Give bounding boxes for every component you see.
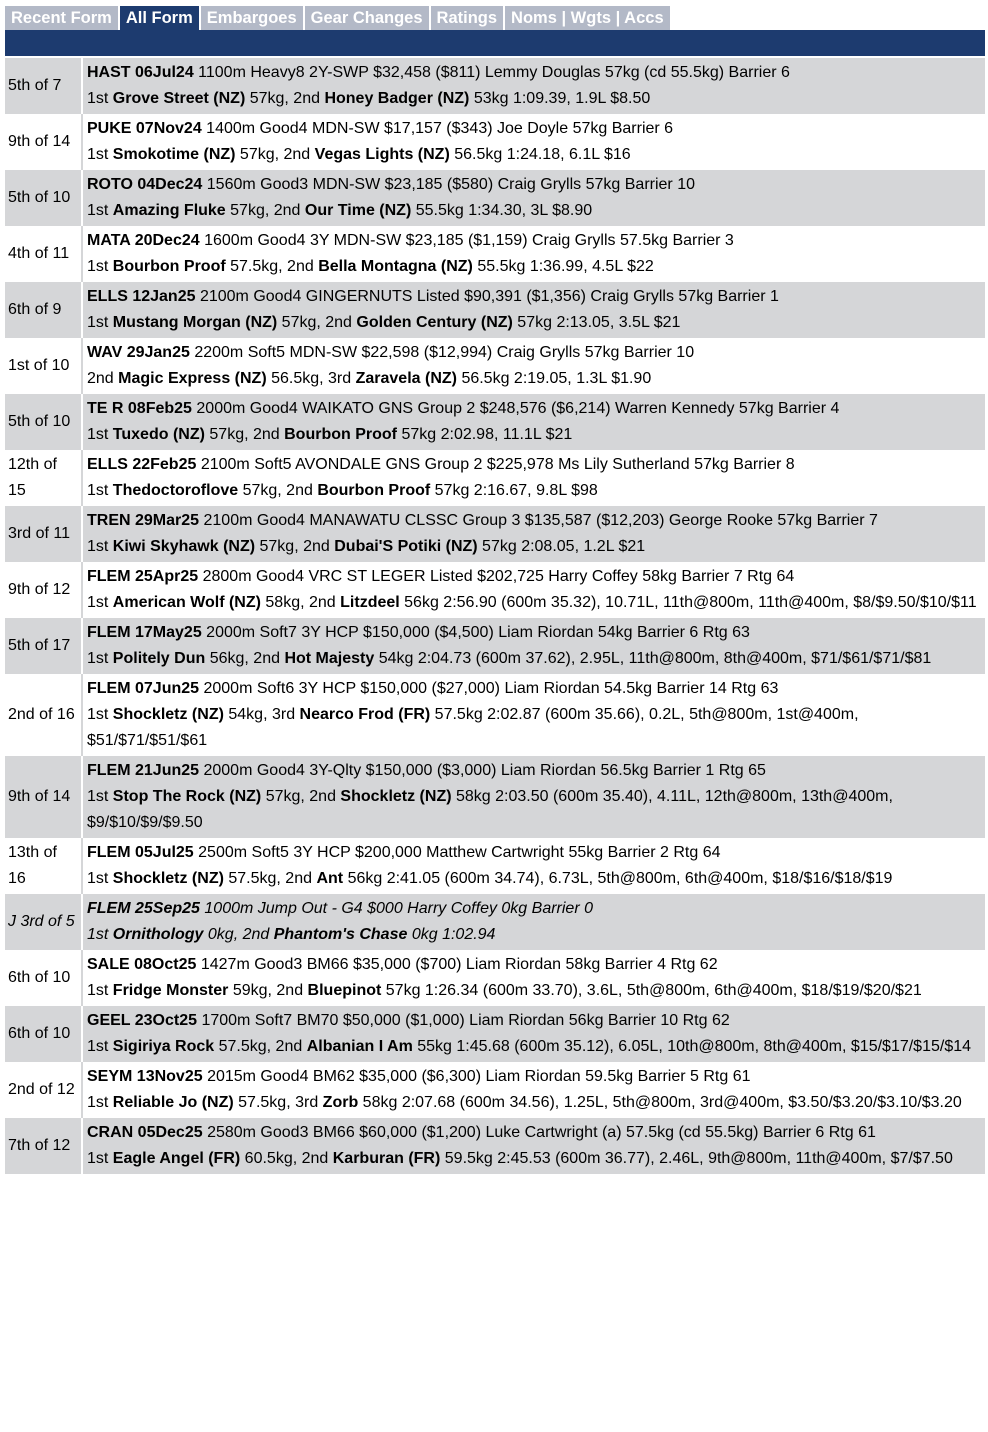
finish-position: 6th of 10 — [5, 950, 82, 1006]
finish-position: 2nd of 16 — [5, 674, 82, 756]
finish-position: 6th of 9 — [5, 282, 82, 338]
second-horse: Zaravela (NZ) — [355, 370, 457, 387]
second-horse: Karburan (FR) — [332, 1150, 441, 1167]
first-weight: 57kg, 2nd — [281, 314, 352, 331]
winner-place: 2nd — [87, 370, 114, 387]
finish-position: 4th of 11 — [5, 226, 82, 282]
form-tab-bar — [0, 0, 988, 30]
race-result: 0kg 1:02.94 — [411, 926, 496, 943]
form-row — [5, 394, 985, 450]
first-weight: 60.5kg, 2nd — [244, 1150, 329, 1167]
second-horse: Phantom's Chase — [273, 926, 408, 943]
race-details — [82, 58, 985, 114]
winner-place: 1st — [87, 202, 109, 219]
race-meeting: TE R 08Feb25 — [87, 400, 192, 417]
race-meeting: WAV 29Jan25 — [87, 344, 190, 361]
second-horse: Vegas Lights (NZ) — [314, 146, 450, 163]
race-info: 1600m Good4 3Y MDN-SW $23,185 ($1,159) Craig Grylls 57.5kg Barrier 3 — [204, 232, 734, 249]
race-details — [82, 756, 985, 838]
header-bar — [5, 30, 985, 58]
race-info: 2015m Good4 BM62 $35,000 ($6,300) Liam Riordan 59.5kg Barrier 5 Rtg 61 — [207, 1068, 751, 1085]
winner-place: 1st — [87, 594, 109, 611]
race-info: 2000m Good4 3Y-Qlty $150,000 ($3,000) Liam Riordan 56.5kg Barrier 1 Rtg 65 — [203, 762, 766, 779]
race-result: 55.5kg 1:36.99, 4.5L $22 — [477, 258, 654, 275]
finish-position: J 3rd of 5 — [5, 894, 82, 950]
race-details — [82, 1062, 985, 1118]
winner-place: 1st — [87, 426, 109, 443]
first-horse: Smokotime (NZ) — [112, 146, 236, 163]
finish-position: 7th of 12 — [5, 1118, 82, 1174]
race-details — [82, 1006, 985, 1062]
winner-place: 1st — [87, 258, 109, 275]
tab-embargoes[interactable]: Embargoes — [201, 6, 303, 30]
form-table — [5, 58, 985, 1174]
first-horse: Eagle Angel (FR) — [112, 1150, 241, 1167]
first-horse: Politely Dun — [112, 650, 206, 667]
tab-ratings[interactable]: Ratings — [431, 6, 504, 30]
finish-position: 3rd of 11 — [5, 506, 82, 562]
race-info: 2800m Good4 VRC ST LEGER Listed $202,725 Harry Coffey 58kg Barrier 7 Rtg 64 — [202, 568, 795, 585]
race-meeting: GEEL 23Oct25 — [87, 1012, 197, 1029]
race-result: 57.5kg 2:02.87 (600m 35.66), 0.2L, 5th@800m, 1st@400m, $51/$71/$51/$61 — [87, 706, 859, 749]
finish-position: 5th of 7 — [5, 58, 82, 114]
first-weight: 56kg, 2nd — [209, 650, 280, 667]
first-weight: 57kg, 2nd — [265, 788, 336, 805]
race-details — [82, 170, 985, 226]
race-info: 1000m Jump Out - G4 $000 Harry Coffey 0kg Barrier 0 — [204, 900, 593, 917]
first-weight: 56.5kg, 3rd — [271, 370, 352, 387]
first-weight: 57.5kg, 2nd — [218, 1038, 303, 1055]
second-horse: Ant — [316, 870, 344, 887]
race-info: 2100m Soft5 AVONDALE GNS Group 2 $225,978 Ms Lily Sutherland 57kg Barrier 8 — [200, 456, 795, 473]
race-result: 57kg 1:26.34 (600m 33.70), 3.6L, 5th@800m, 6th@400m, $18/$19/$20/$21 — [385, 982, 922, 999]
race-info: 2000m Soft6 3Y HCP $150,000 ($27,000) Liam Riordan 54.5kg Barrier 14 Rtg 63 — [203, 680, 779, 697]
tab-gear-changes[interactable]: Gear Changes — [305, 6, 429, 30]
first-weight: 57kg, 2nd — [209, 426, 280, 443]
winner-place: 1st — [87, 870, 109, 887]
first-weight: 58kg, 2nd — [265, 594, 336, 611]
first-horse: Mustang Morgan (NZ) — [112, 314, 278, 331]
race-meeting: CRAN 05Dec25 — [87, 1124, 203, 1141]
form-row — [5, 756, 985, 838]
race-info: 1427m Good3 BM66 $35,000 ($700) Liam Riordan 58kg Barrier 4 Rtg 62 — [200, 956, 718, 973]
first-horse: Tuxedo (NZ) — [112, 426, 205, 443]
race-info: 2580m Good3 BM66 $60,000 ($1,200) Luke Cartwright (a) 57.5kg (cd 55.5kg) Barrier 6 Rtg 61 — [207, 1124, 876, 1141]
finish-position: 5th of 10 — [5, 170, 82, 226]
second-horse: Zorb — [322, 1094, 359, 1111]
first-weight: 57.5kg, 2nd — [228, 870, 312, 887]
winner-place: 1st — [87, 788, 109, 805]
race-meeting: PUKE 07Nov24 — [87, 120, 202, 137]
form-row — [5, 838, 985, 894]
finish-position: 9th of 14 — [5, 114, 82, 170]
first-weight: 57kg, 2nd — [259, 538, 330, 555]
race-meeting: ELLS 12Jan25 — [87, 288, 196, 305]
second-horse: Honey Badger (NZ) — [324, 90, 470, 107]
first-horse: Thedoctoroflove — [112, 482, 239, 499]
first-weight: 57.5kg, 3rd — [238, 1094, 319, 1111]
form-row — [5, 1062, 985, 1118]
race-result: 57kg 2:02.98, 11.1L $21 — [401, 426, 573, 443]
winner-place: 1st — [87, 538, 109, 555]
winner-place: 1st — [87, 314, 109, 331]
finish-position: 9th of 12 — [5, 562, 82, 618]
form-row — [5, 506, 985, 562]
race-result: 57kg 2:08.05, 1.2L $21 — [482, 538, 646, 555]
second-horse: Bourbon Proof — [284, 426, 397, 443]
race-details — [82, 950, 985, 1006]
race-info: 1400m Good4 MDN-SW $17,157 ($343) Joe Doyle 57kg Barrier 6 — [206, 120, 674, 137]
race-details — [82, 894, 985, 950]
race-meeting: FLEM 05Jul25 — [87, 844, 194, 861]
second-horse: Hot Majesty — [284, 650, 375, 667]
race-info: 1560m Good3 MDN-SW $23,185 ($580) Craig Grylls 57kg Barrier 10 — [206, 176, 695, 193]
race-details — [82, 338, 985, 394]
form-row — [5, 282, 985, 338]
race-result: 59.5kg 2:45.53 (600m 36.77), 2.46L, 9th@800m, 11th@400m, $7/$7.50 — [444, 1150, 953, 1167]
race-details — [82, 394, 985, 450]
form-row — [5, 226, 985, 282]
race-result: 56kg 2:56.90 (600m 35.32), 10.71L, 11th@800m, 11th@400m, $8/$9.50/$10/$11 — [404, 594, 977, 611]
race-details — [82, 226, 985, 282]
race-info: 1700m Soft7 BM70 $50,000 ($1,000) Liam Riordan 56kg Barrier 10 Rtg 62 — [201, 1012, 730, 1029]
race-result: 56.5kg 1:24.18, 6.1L $16 — [454, 146, 631, 163]
race-result: 55kg 1:45.68 (600m 35.12), 6.05L, 10th@800m, 8th@400m, $15/$17/$15/$14 — [417, 1038, 972, 1055]
winner-place: 1st — [87, 926, 109, 943]
race-meeting: TREN 29Mar25 — [87, 512, 200, 529]
finish-position: 1st of 10 — [5, 338, 82, 394]
second-horse: Golden Century (NZ) — [356, 314, 513, 331]
race-details — [82, 1118, 985, 1174]
form-row — [5, 618, 985, 674]
first-weight: 57.5kg, 2nd — [230, 258, 314, 275]
second-horse: Our Time (NZ) — [304, 202, 412, 219]
winner-place: 1st — [87, 146, 109, 163]
race-result: 54kg 2:04.73 (600m 37.62), 2.95L, 11th@800m, 8th@400m, $71/$61/$71/$81 — [378, 650, 932, 667]
race-details — [82, 506, 985, 562]
race-meeting: ELLS 22Feb25 — [87, 456, 197, 473]
race-result: 55.5kg 1:34.30, 3L $8.90 — [415, 202, 593, 219]
form-row — [5, 950, 985, 1006]
form-row — [5, 58, 985, 114]
race-result: 58kg 2:07.68 (600m 34.56), 1.25L, 5th@800m, 3rd@400m, $3.50/$3.20/$3.10/$3.20 — [362, 1094, 962, 1111]
tab-all-form[interactable]: All Form — [120, 6, 199, 30]
winner-place: 1st — [87, 1150, 109, 1167]
winner-place: 1st — [87, 1094, 109, 1111]
race-info: 2100m Good4 MANAWATU CLSSC Group 3 $135,587 ($12,203) George Rooke 57kg Barrier 7 — [203, 512, 878, 529]
race-info: 2000m Soft7 3Y HCP $150,000 ($4,500) Liam Riordan 54kg Barrier 6 Rtg 63 — [206, 624, 750, 641]
race-meeting: SALE 08Oct25 — [87, 956, 197, 973]
second-horse: Albanian I Am — [306, 1038, 413, 1055]
race-meeting: FLEM 07Jun25 — [87, 680, 200, 697]
race-result: 53kg 1:09.39, 1.9L $8.50 — [473, 90, 651, 107]
winner-place: 1st — [87, 706, 109, 723]
first-horse: Shockletz (NZ) — [112, 870, 224, 887]
first-horse: American Wolf (NZ) — [112, 594, 261, 611]
form-row — [5, 450, 985, 506]
race-details — [82, 838, 985, 894]
race-meeting: FLEM 25Apr25 — [87, 568, 199, 585]
winner-place: 1st — [87, 90, 109, 107]
race-details — [82, 674, 985, 756]
race-info: 2200m Soft5 MDN-SW $22,598 ($12,994) Craig Grylls 57kg Barrier 10 — [194, 344, 695, 361]
first-horse: Bourbon Proof — [112, 258, 226, 275]
first-horse: Reliable Jo (NZ) — [112, 1094, 234, 1111]
race-details — [82, 282, 985, 338]
race-result: 57kg 2:16.67, 9.8L $98 — [434, 482, 598, 499]
race-meeting: HAST 06Jul24 — [87, 64, 194, 81]
race-info: 1100m Heavy8 2Y-SWP $32,458 ($811) Lemmy Douglas 57kg (cd 55.5kg) Barrier 6 — [198, 64, 790, 81]
race-meeting: FLEM 17May25 — [87, 624, 202, 641]
second-horse: Bourbon Proof — [317, 482, 431, 499]
finish-position: 9th of 14 — [5, 756, 82, 838]
form-row — [5, 674, 985, 756]
race-result: 56.5kg 2:19.05, 1.3L $1.90 — [461, 370, 652, 387]
first-horse: Stop The Rock (NZ) — [112, 788, 262, 805]
form-row — [5, 1006, 985, 1062]
form-row — [5, 338, 985, 394]
first-weight: 57kg, 2nd — [249, 90, 320, 107]
winner-place: 1st — [87, 1038, 109, 1055]
first-weight: 57kg, 2nd — [230, 202, 301, 219]
first-weight: 59kg, 2nd — [232, 982, 304, 999]
race-info: 2100m Good4 GINGERNUTS Listed $90,391 ($1,356) Craig Grylls 57kg Barrier 1 — [199, 288, 779, 305]
race-meeting: ROTO 04Dec24 — [87, 176, 203, 193]
race-meeting: FLEM 21Jun25 — [87, 762, 200, 779]
finish-position: 13th of 16 — [5, 838, 82, 894]
race-details — [82, 450, 985, 506]
winner-place: 1st — [87, 482, 109, 499]
form-row — [5, 170, 985, 226]
first-horse: Amazing Fluke — [112, 202, 226, 219]
first-weight: 57kg, 2nd — [239, 146, 311, 163]
first-horse: Shockletz (NZ) — [112, 706, 224, 723]
race-meeting: MATA 20Dec24 — [87, 232, 200, 249]
tab-recent-form[interactable]: Recent Form — [5, 6, 118, 30]
finish-position: 5th of 17 — [5, 618, 82, 674]
first-weight: 54kg, 3rd — [228, 706, 296, 723]
race-meeting: FLEM 25Sep25 — [87, 900, 200, 917]
second-horse: Dubai'S Potiki (NZ) — [334, 538, 478, 555]
winner-place: 1st — [87, 650, 109, 667]
first-horse: Ornithology — [112, 926, 204, 943]
race-details — [82, 114, 985, 170]
second-horse: Shockletz (NZ) — [340, 788, 452, 805]
finish-position: 6th of 10 — [5, 1006, 82, 1062]
second-horse: Nearco Frod (FR) — [299, 706, 431, 723]
form-row — [5, 1118, 985, 1174]
first-weight: 57kg, 2nd — [242, 482, 313, 499]
form-row — [5, 562, 985, 618]
race-info: 2500m Soft5 3Y HCP $200,000 Matthew Cartwright 55kg Barrier 2 Rtg 64 — [198, 844, 721, 861]
form-row — [5, 894, 985, 950]
first-horse: Sigiriya Rock — [112, 1038, 215, 1055]
finish-position: 12th of 15 — [5, 450, 82, 506]
first-horse: Magic Express (NZ) — [118, 370, 267, 387]
race-details — [82, 562, 985, 618]
tab-noms-wgts-accs[interactable]: Noms | Wgts | Accs — [505, 6, 670, 30]
first-horse: Grove Street (NZ) — [112, 90, 246, 107]
finish-position: 2nd of 12 — [5, 1062, 82, 1118]
race-result: 56kg 2:41.05 (600m 34.74), 6.73L, 5th@800m, 6th@400m, $18/$16/$18/$19 — [347, 870, 893, 887]
race-details — [82, 618, 985, 674]
winner-place: 1st — [87, 982, 109, 999]
first-horse: Fridge Monster — [112, 982, 229, 999]
race-info: 2000m Good4 WAIKATO GNS Group 2 $248,576 ($6,214) Warren Kennedy 57kg Barrier 4 — [196, 400, 840, 417]
finish-position: 5th of 10 — [5, 394, 82, 450]
first-weight: 0kg, 2nd — [207, 926, 270, 943]
second-horse: Bella Montagna (NZ) — [318, 258, 473, 275]
form-row — [5, 114, 985, 170]
race-meeting: SEYM 13Nov25 — [87, 1068, 203, 1085]
first-horse: Kiwi Skyhawk (NZ) — [112, 538, 256, 555]
race-result: 57kg 2:13.05, 3.5L $21 — [517, 314, 681, 331]
second-horse: Bluepinot — [307, 982, 382, 999]
race-result: 58kg 2:03.50 (600m 35.40), 4.11L, 12th@800m, 13th@400m, $9/$10/$9/$9.50 — [87, 788, 893, 831]
second-horse: Litzdeel — [340, 594, 400, 611]
